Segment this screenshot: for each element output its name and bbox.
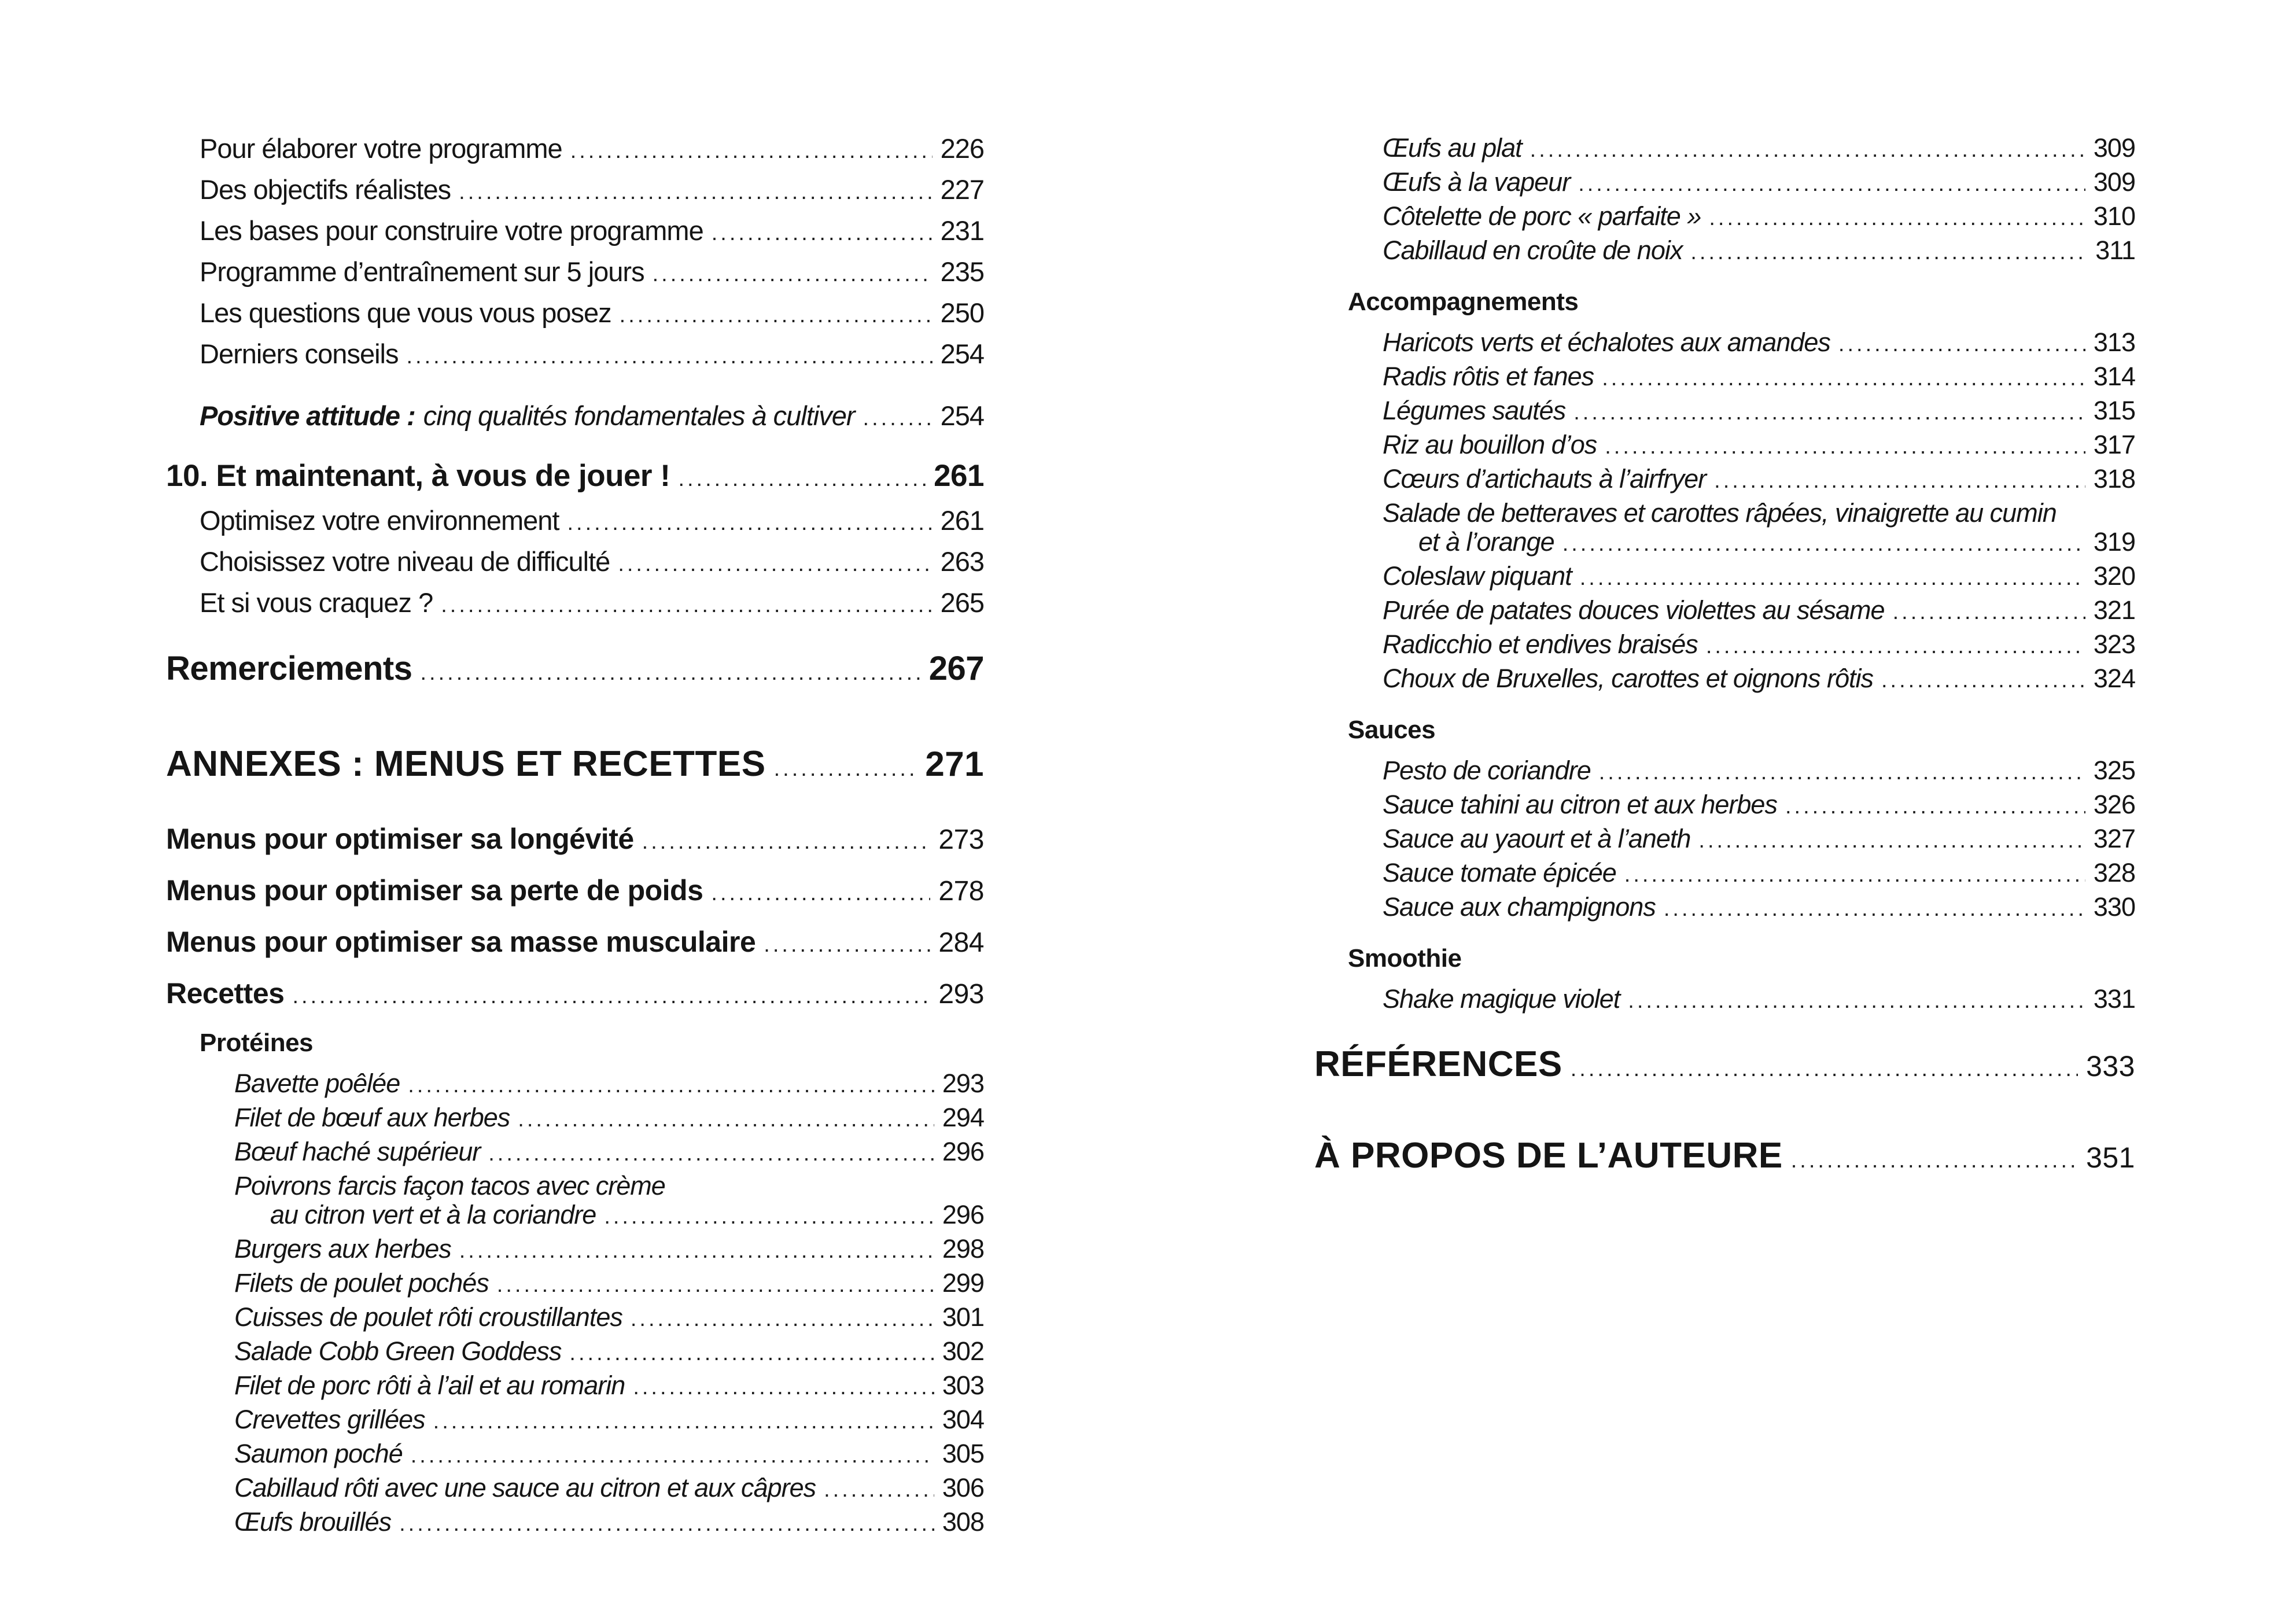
toc-recipe-entry (1314, 859, 2135, 889)
toc-leader-dots (1605, 431, 2085, 461)
toc-section-entry (166, 823, 984, 857)
toc-leader-dots (1698, 825, 2085, 854)
toc-entry (166, 216, 984, 248)
toc-entry-line (234, 1172, 984, 1200)
toc-leader-dots (1628, 985, 2085, 1015)
toc-entry-label: Cabillaud rôti avec une sauce au citron et aux câpres (234, 1473, 816, 1502)
toc-leader-dots (711, 875, 930, 909)
toc-entry-label: Bavette poêlée (234, 1069, 400, 1098)
toc-entry-label: Recettes (166, 977, 285, 1010)
toc-entry-line (234, 1201, 984, 1231)
toc-page-number: 302 (942, 1336, 984, 1366)
toc-page-number: 326 (2093, 790, 2135, 819)
toc-leader-dots (459, 1235, 934, 1265)
toc-leader-dots (1664, 893, 2085, 923)
toc-entry-label: Filet de bœuf aux herbes (234, 1103, 510, 1132)
toc-leader-dots (1530, 134, 2085, 164)
toc-leader-dots (488, 1138, 934, 1167)
toc-entry-label: Œufs au plat (1383, 133, 1522, 163)
toc-entry-label: À PROPOS DE L’AUTEURE (1314, 1136, 1783, 1176)
toc-recipe-entry (166, 1508, 984, 1538)
toc-leader-dots (518, 1104, 934, 1133)
toc-subheading (166, 1029, 984, 1057)
toc-entry-label: Crevettes grillées (234, 1405, 425, 1434)
toc-recipe-entry (1314, 596, 2135, 626)
toc-recipe-entry (166, 1235, 984, 1265)
toc-page-number: 254 (940, 338, 984, 369)
toc-entry-label: Purée de patates douces violettes au sésame (1383, 595, 1885, 625)
toc-leader-dots (620, 299, 933, 330)
toc-leader-dots (411, 1440, 934, 1469)
toc-leader-dots (863, 402, 933, 433)
toc-entry-label: Filets de poulet pochés (234, 1268, 489, 1298)
toc-entry (166, 257, 984, 289)
toc-entry-label: Derniers conseils (200, 338, 399, 369)
toc-leader-dots (569, 1338, 934, 1367)
toc-entry-label: Côtelette de porc « parfaite » (1383, 201, 1701, 231)
toc-leader-dots (1881, 665, 2085, 694)
toc-section-entry (166, 875, 984, 909)
toc-page-number: 333 (2086, 1050, 2135, 1082)
toc-recipe-entry (1314, 465, 2135, 495)
toc-leader-dots (1562, 528, 2085, 558)
toc-recipe-entry (166, 1440, 984, 1469)
toc-page-number: 318 (2093, 464, 2135, 493)
toc-recipe-entry (1314, 562, 2135, 592)
toc-recipe-entry (1314, 202, 2135, 232)
toc-entry-label: Pesto de coriandre (1383, 756, 1591, 785)
toc-leader-dots (441, 588, 932, 620)
toc-entry-label: Pour élaborer votre programme (200, 133, 562, 164)
toc-entry-label: 10. Et maintenant, à vous de jouer ! (166, 459, 670, 493)
toc-page-number: 328 (2093, 858, 2135, 887)
toc-entry-label: Œufs brouillés (234, 1507, 392, 1537)
toc-page-number: 308 (942, 1507, 984, 1537)
toc-recipe-entry (1314, 363, 2135, 392)
toc-entry-label: Burgers aux herbes (234, 1234, 451, 1264)
toc-leader-dots (1571, 1045, 2078, 1089)
toc-page-number: 321 (2093, 595, 2135, 625)
toc-page-number: 261 (934, 459, 984, 493)
toc-page-number: 317 (2093, 430, 2135, 459)
toc-recipe-entry (166, 1303, 984, 1333)
toc-page-number: 310 (2093, 201, 2135, 231)
toc-entry-label: Riz au bouillon d’os (1383, 430, 1597, 459)
toc-page-number: 261 (940, 505, 984, 536)
toc-entry-label: Radis rôtis et fanes (1383, 362, 1594, 391)
toc-section-entry (166, 978, 984, 1012)
toc-entry (166, 134, 984, 165)
toc-entry-label: Choux de Bruxelles, carottes et oignons rôtis (1383, 664, 1873, 693)
toc-page-number: 324 (2093, 664, 2135, 693)
toc-page-number: 265 (940, 587, 984, 618)
toc-entry-label: Sauce au yaourt et à l’aneth (1383, 824, 1691, 853)
toc-entry-label: Haricots verts et échalotes aux amandes (1383, 327, 1830, 357)
toc-entry-label: Et si vous craquez ? (200, 587, 433, 618)
toc-entry-label: Légumes sautés (1383, 396, 1566, 425)
toc-page-number: 296 (942, 1137, 984, 1166)
toc-leader-dots (653, 257, 933, 289)
toc-page-number: 293 (938, 979, 984, 1010)
toc-recipe-entry (1314, 825, 2135, 854)
toc-leader-dots (678, 460, 926, 495)
toc-recipe-entry (1314, 397, 2135, 426)
toc-leader-dots (570, 134, 933, 165)
toc-leader-dots (1580, 562, 2085, 592)
toc-entry-label: ANNEXES : MENUS ET RECETTES (166, 744, 766, 784)
toc-entry-label: Choisissez votre niveau de difficulté (200, 546, 610, 577)
toc-leader-dots (1791, 1136, 2078, 1180)
toc-entry-label: Cuisses de poulet rôti croustillantes (234, 1302, 622, 1332)
toc-recipe-entry (1314, 631, 2135, 660)
toc-entry-label: Menus pour optimiser sa longévité (166, 823, 634, 855)
toc-page-number: 351 (2086, 1141, 2135, 1174)
toc-entry-label: Programme d’entraînement sur 5 jours (200, 256, 644, 287)
toc-column-left (166, 134, 984, 1538)
toc-entry-label: Salade de betteraves et carottes râpées, vinaigrette au cumin (1383, 498, 2057, 528)
toc-entry-label: Les questions que vous vous posez (200, 297, 611, 328)
toc-recipe-entry (166, 1338, 984, 1367)
toc-page-number: 306 (942, 1473, 984, 1502)
toc-entry-label: Saumon poché (234, 1439, 403, 1468)
toc-recipe-entry (1314, 431, 2135, 461)
toc-entry-label: RÉFÉRENCES (1314, 1044, 1562, 1084)
toc-page-number: 309 (2093, 167, 2135, 197)
toc-page-number: 327 (2093, 824, 2135, 853)
toc-recipe-entry (166, 1172, 984, 1231)
toc-page-number: 254 (940, 400, 984, 431)
toc-page-number: 331 (2093, 984, 2135, 1014)
toc-part-entry (166, 745, 984, 789)
toc-leader-dots (1602, 363, 2085, 392)
toc-page-number: 226 (940, 133, 984, 164)
toc-entry (166, 340, 984, 371)
toc-entry-label: Cœurs d’artichauts à l’airfryer (1383, 464, 1707, 493)
toc-part-entry (1314, 1136, 2135, 1180)
toc-page-number: 315 (2093, 396, 2135, 425)
toc-leader-dots (1599, 757, 2085, 786)
toc-entry (166, 547, 984, 579)
toc-leader-dots (642, 823, 931, 857)
toc-leader-dots (1573, 397, 2085, 426)
toc-entry-label: Sauce tahini au citron et aux herbes (1383, 790, 1777, 819)
toc-leader-dots (1706, 631, 2085, 660)
toc-subheading (1314, 945, 2135, 973)
toc-page-number: 271 (925, 745, 984, 783)
toc-page-number: 250 (940, 297, 984, 328)
toc-column-right (1314, 134, 2135, 1180)
toc-page-number: 325 (2093, 756, 2135, 785)
toc-page-number: 319 (2093, 527, 2135, 557)
toc-entry-label: Sauce aux champignons (1383, 892, 1656, 922)
toc-leader-dots (406, 340, 932, 371)
toc-entry-label: Menus pour optimiser sa perte de poids (166, 874, 703, 907)
toc-leader-dots (1838, 329, 2085, 358)
toc-entry-label: Optimisez votre environnement (200, 505, 559, 536)
toc-page-number: 231 (940, 215, 984, 246)
toc-leader-dots (408, 1070, 934, 1099)
toc-entry-line (1383, 528, 2135, 558)
toc-recipe-entry (1314, 168, 2135, 198)
toc-recipe-entry (166, 1070, 984, 1099)
toc-entry (166, 506, 984, 537)
toc-recipe-entry (1314, 893, 2135, 923)
toc-entry-label: Œufs à la vapeur (1383, 167, 1571, 197)
toc-entry-label: Bœuf haché supérieur (234, 1137, 481, 1166)
toc-page-number: 323 (2093, 629, 2135, 659)
toc-leader-dots (497, 1269, 934, 1299)
toc-part-entry (1314, 1045, 2135, 1089)
toc-leader-dots (399, 1508, 934, 1538)
toc-section-entry (166, 651, 984, 691)
toc-entry (166, 588, 984, 620)
toc-page-number: 311 (2095, 235, 2135, 265)
toc-page-number: 309 (2093, 133, 2135, 163)
toc-chapter-entry (166, 460, 984, 495)
toc-page-number: 304 (942, 1405, 984, 1434)
toc-entry-label: Filet de porc rôti à l’ail et au romarin (234, 1371, 625, 1400)
toc-entry-label: Accompagnements (1348, 288, 1579, 316)
toc-subheading (1314, 716, 2135, 744)
toc-page-number: 298 (942, 1234, 984, 1264)
toc-entry-label: Radicchio et endives braisés (1383, 629, 1698, 659)
toc-entry-label: Poivrons farcis façon tacos avec crème (234, 1171, 665, 1200)
toc-entry-label-prefix: Positive attitude : (200, 400, 415, 431)
toc-entry-line (1383, 499, 2135, 527)
toc-page-number: 313 (2093, 327, 2135, 357)
toc-recipe-entry (166, 1269, 984, 1299)
toc-entry-label: Salade Cobb Green Goddess (234, 1336, 562, 1366)
toc-entry-label: Protéines (200, 1029, 314, 1057)
toc-entry (166, 299, 984, 330)
toc-entry-label-text: cinq qualités fondamentales à cultiver (423, 400, 855, 431)
toc-recipe-entry (166, 1406, 984, 1435)
toc-leader-dots (604, 1201, 934, 1231)
toc-entry-label (200, 402, 855, 430)
toc-recipe-entry (1314, 757, 2135, 786)
toc-page-number: 294 (942, 1103, 984, 1132)
toc-entry-label: Coleslaw piquant (1383, 561, 1572, 591)
toc-entry-label: Des objectifs réalistes (200, 174, 451, 205)
toc-leader-dots (1714, 465, 2085, 495)
toc-page-number: 330 (2093, 892, 2135, 922)
toc-page-number: 301 (942, 1302, 984, 1332)
toc-entry (166, 175, 984, 207)
toc-page-number: 235 (940, 256, 984, 287)
toc-recipe-entry (1314, 499, 2135, 558)
toc-leader-dots (824, 1474, 934, 1504)
toc-entry-label: Les bases pour construire votre programme (200, 215, 703, 246)
toc-page-number: 284 (938, 927, 984, 958)
toc-page-number: 267 (928, 650, 984, 687)
toc-recipe-entry (166, 1372, 984, 1401)
toc-leader-dots (292, 978, 930, 1012)
toc-page-number: 263 (940, 546, 984, 577)
toc-leader-dots (421, 651, 921, 691)
toc-page-number: 227 (940, 174, 984, 205)
toc-page-number: 273 (938, 824, 984, 855)
toc-leader-dots (459, 175, 932, 207)
toc-subheading (1314, 288, 2135, 316)
toc-leader-dots (712, 216, 933, 248)
toc-page-number: 314 (2093, 362, 2135, 391)
toc-recipe-entry (166, 1104, 984, 1133)
toc-entry-label: Menus pour optimiser sa masse musculaire (166, 926, 756, 958)
toc-entry-label: Sauce tomate épicée (1383, 858, 1616, 887)
toc-entry-label: Shake magique violet (1383, 984, 1620, 1014)
toc-recipe-entry (1314, 665, 2135, 694)
toc-page-number: 305 (942, 1439, 984, 1468)
toc-page-number: 278 (938, 876, 984, 907)
toc-leader-dots (433, 1406, 934, 1435)
toc-leader-dots (1690, 237, 2087, 266)
toc-recipe-entry (166, 1474, 984, 1504)
toc-leader-dots (631, 1303, 934, 1333)
toc-leader-dots (1893, 596, 2085, 626)
toc-leader-dots (567, 506, 932, 537)
toc-leader-dots (1785, 791, 2085, 820)
toc-recipe-entry (166, 1138, 984, 1167)
toc-recipe-entry (1314, 134, 2135, 164)
toc-page-number: 293 (942, 1069, 984, 1098)
toc-leader-dots (774, 745, 917, 789)
toc-entry-label-continued: et à l’orange (1418, 527, 1554, 557)
toc-entry-label: Remerciements (166, 650, 412, 687)
toc-entry (166, 402, 984, 433)
toc-entry-label: Sauces (1348, 716, 1436, 744)
toc-entry-label: Cabillaud en croûte de noix (1383, 235, 1683, 265)
toc-leader-dots (1624, 859, 2085, 889)
toc-leader-dots (1709, 202, 2085, 232)
toc-recipe-entry (1314, 237, 2135, 266)
toc-page-number: 296 (942, 1200, 984, 1229)
toc-page-number: 303 (942, 1371, 984, 1400)
toc-recipe-entry (1314, 329, 2135, 358)
toc-recipe-entry (1314, 791, 2135, 820)
toc-entry-label-continued: au citron vert et à la coriandre (270, 1200, 596, 1229)
toc-entry-label: Smoothie (1348, 944, 1462, 973)
toc-leader-dots (618, 547, 932, 579)
toc-leader-dots (1578, 168, 2085, 198)
toc-leader-dots (764, 926, 930, 960)
toc-leader-dots (633, 1372, 934, 1401)
toc-page-number: 299 (942, 1268, 984, 1298)
toc-page-number: 320 (2093, 561, 2135, 591)
toc-recipe-entry (1314, 985, 2135, 1015)
toc-section-entry (166, 926, 984, 960)
